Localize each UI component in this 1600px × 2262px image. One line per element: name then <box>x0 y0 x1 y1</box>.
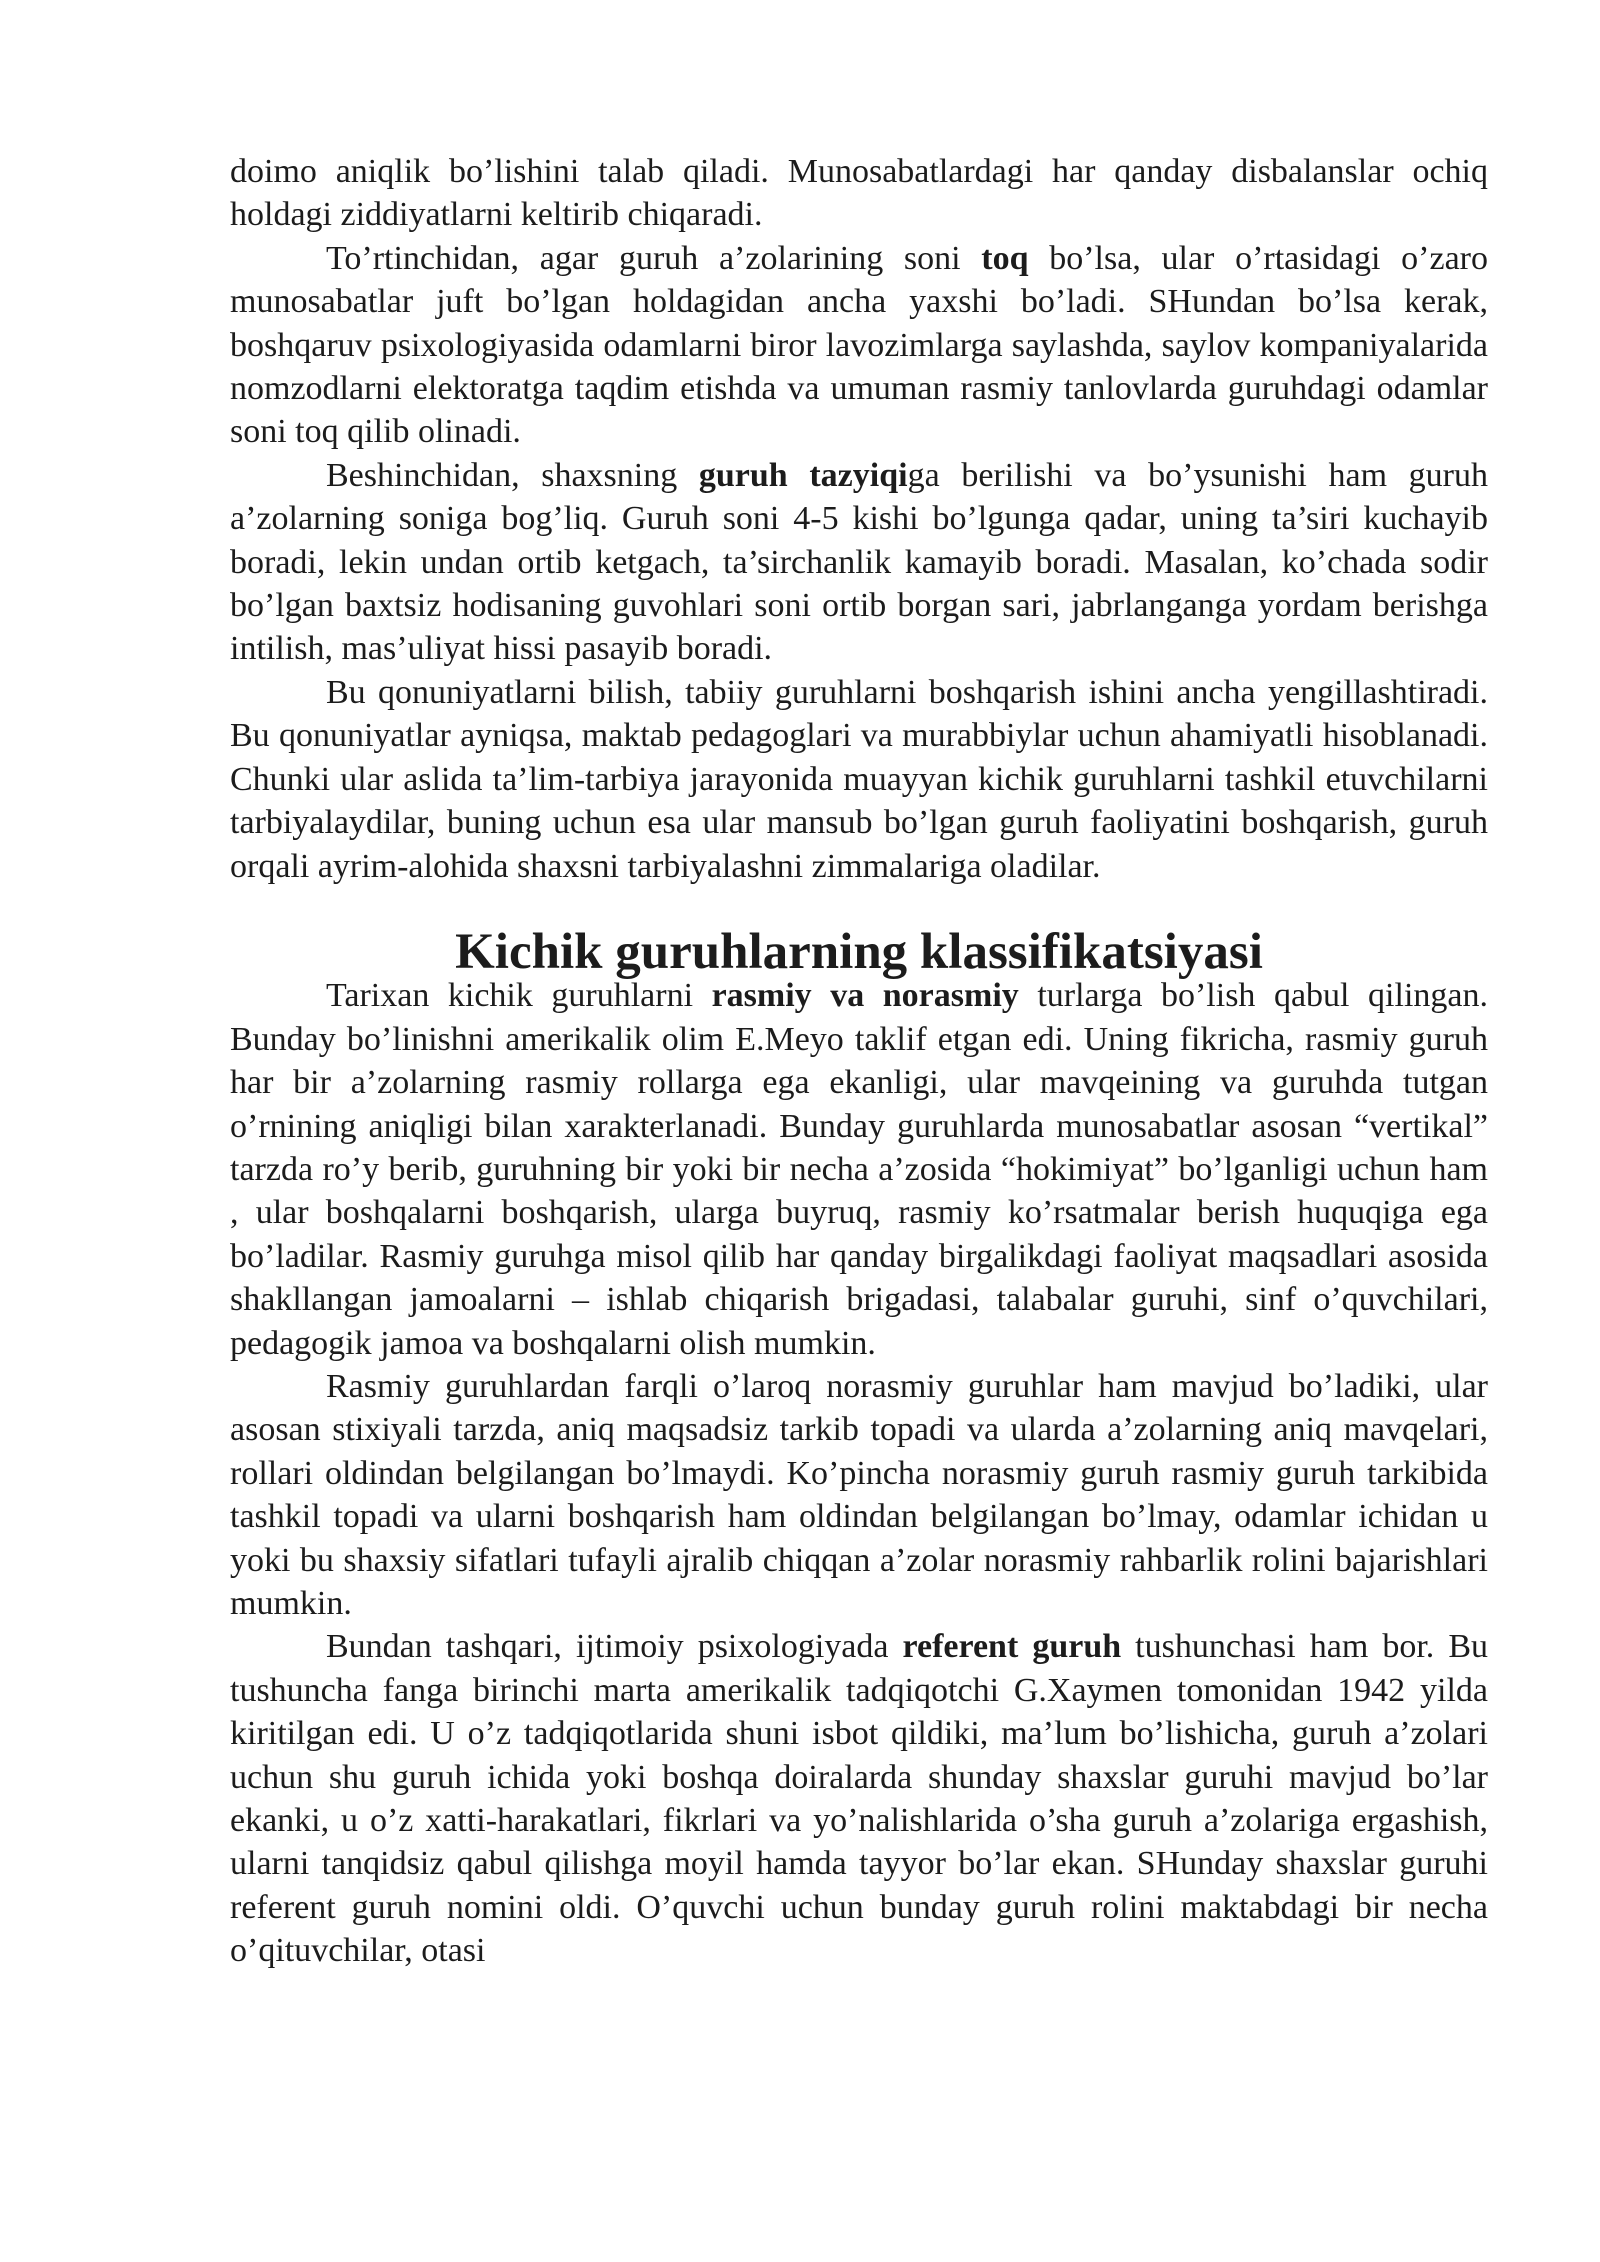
paragraph-continuation <box>230 150 1488 237</box>
paragraph-text: Beshinchidan, shaxsning <box>326 456 699 494</box>
paragraph-text: Tarixan kichik guruhlarni <box>326 977 712 1015</box>
paragraph-text: Bundan tashqari, ijtimoiy psixologiyada <box>326 1628 903 1666</box>
paragraph-fifth-point <box>230 454 1488 671</box>
paragraph-text: bo’lsa, ular o’rtasidagi o’zaro munosabatlar juft bo’lgan holdagidan ancha yaxshi bo’ladi. SHundan bo’lsa kerak, boshqaruv psixologiyasida odamlarni biror lavozimlarga saylashda, saylov kompaniyalarida nomzodlarni elektoratga taqdim etishda va umuman rasmiy tanlovlarda guruhdagi odamlar soni toq qilib olinadi. <box>230 239 1488 451</box>
section-heading: Kichik guruhlarning klassifikatsiyasi <box>455 923 1263 980</box>
paragraph-fourth-point <box>230 237 1488 454</box>
paragraph-regularities <box>230 671 1488 888</box>
bold-term: referent guruh <box>902 1628 1122 1666</box>
paragraph-text: Rasmiy guruhlardan farqli o’laroq norasmiy guruhlar ham mavjud bo’ladiki, ular asosan stixiyali tarzda, aniq maqsadsiz tarkib topadi va ularda a’zolarning aniq mavqelari, rollari oldindan belgilangan bo’lmaydi. Ko’pincha norasmiy guruh rasmiy guruh tarkibida tashkil topadi va ularni boshqarish ham oldindan belgilangan bo’lmay, odamlar ichidan u yoki bu shaxsiy sifatlari tufayli ajralib chiqqan a’zolar norasmiy rahbarlik rolini bajarishlari mumkin. <box>230 1367 1488 1622</box>
bold-term: guruh tazyiqi <box>698 456 908 494</box>
paragraph-text: Bu qonuniyatlarni bilish, tabiiy guruhlarni boshqarish ishini ancha yengillashtiradi. Bu qonuniyatlar ayniqsa, maktab pedagoglari va murabbiylar uchun ahamiyatli hisoblanadi. Chunki ular aslida ta’lim-tarbiya jarayonida muayyan kichik guruhlarni tashkil etuvchilarni tarbiyalaydilar, buning uchun esa ular mansub bo’lgan guruh faoliyatini boshqarish, guruh orqali ayrim-alohida shaxsni tarbiyalashni zimmalariga oladilar. <box>230 673 1488 885</box>
paragraph-formal-informal <box>230 974 1488 1365</box>
paragraph-text: ga berilishi va bo’ysunishi ham guruh a’zolarning soniga bog’liq. Guruh soni 4-5 kishi bo’lgunga qadar, uning ta’siri kuchayib boradi, lekin undan ortib ketgach, ta’sirchanlik kamayib boradi. Masalan, ko’chada sodir bo’lgan baxtsiz hodisaning guvohlari soni ortib borgan sari, jabrlanganga yordam berishga intilish, mas’uliyat hissi pasayib boradi. <box>230 456 1488 668</box>
paragraph-text: doimo aniqlik bo’lishini talab qiladi. Munosabatlardagi har qanday disbalanslar ochiq holdagi ziddiyatlarni keltirib chiqaradi. <box>230 153 1488 234</box>
document-body <box>230 150 1488 1973</box>
paragraph-text: tushunchasi ham bor. Bu tushuncha fanga birinchi marta amerikalik tadqiqotchi G.Xaymen tomonidan 1942 yilda kiritilgan edi. U o’z tadqiqotlarida shuni isbot qildiki, ma’lum bo’lishicha, guruh a’zolari uchun shu guruh ichida yoki boshqa doiralarda shunday shaxslar guruhi mavjud bo’lar ekanki, u o’z xatti-harakatlari, fikrlari va yo’nalishlarida o’sha guruh a’zolariga ergashish, ularni tanqidsiz qabul qilishga moyil hamda tayyor bo’lar ekan. SHunday shaxslar guruhi referent guruh nomini oldi. O’quvchi uchun bunday guruh rolini maktabdagi bir necha o’qituvchilar, otasi <box>230 1628 1488 1970</box>
bold-term: toq <box>981 239 1029 277</box>
paragraph-text: turlarga bo’lish qabul qilingan. Bunday bo’linishni amerikalik olim E.Meyo taklif etgan edi. Uning fikricha, rasmiy guruh har bir a’zolarning rasmiy rollarga ega ekanligi, ular mavqeining va guruhda tutgan o’rnining aniqligi bilan xarakterlanadi. Bunday guruhlarda munosabatlar asosan “vertikal” tarzda ro’y berib, guruhning bir yoki bir necha a’zosida “hokimiyat” bo’lganligi uchun ham , ular boshqalarni boshqarish, ularga buyruq, rasmiy ko’rsatmalar berish huquqiga ega bo’ladilar. Rasmiy guruhga misol qilib har qanday birgalikdagi faoliyat maqsadlari asosida shakllangan jamoalarni – ishlab chiqarish brigadasi, talabalar guruhi, sinf o’quvchilari, pedagogik jamoa va boshqalarni olish mumkin. <box>230 977 1488 1362</box>
bold-term: rasmiy va norasmiy <box>711 977 1019 1015</box>
paragraph-informal-groups <box>230 1365 1488 1625</box>
paragraph-text: To’rtinchidan, agar guruh a’zolarining soni <box>326 239 982 277</box>
paragraph-referent-group <box>230 1625 1488 1972</box>
